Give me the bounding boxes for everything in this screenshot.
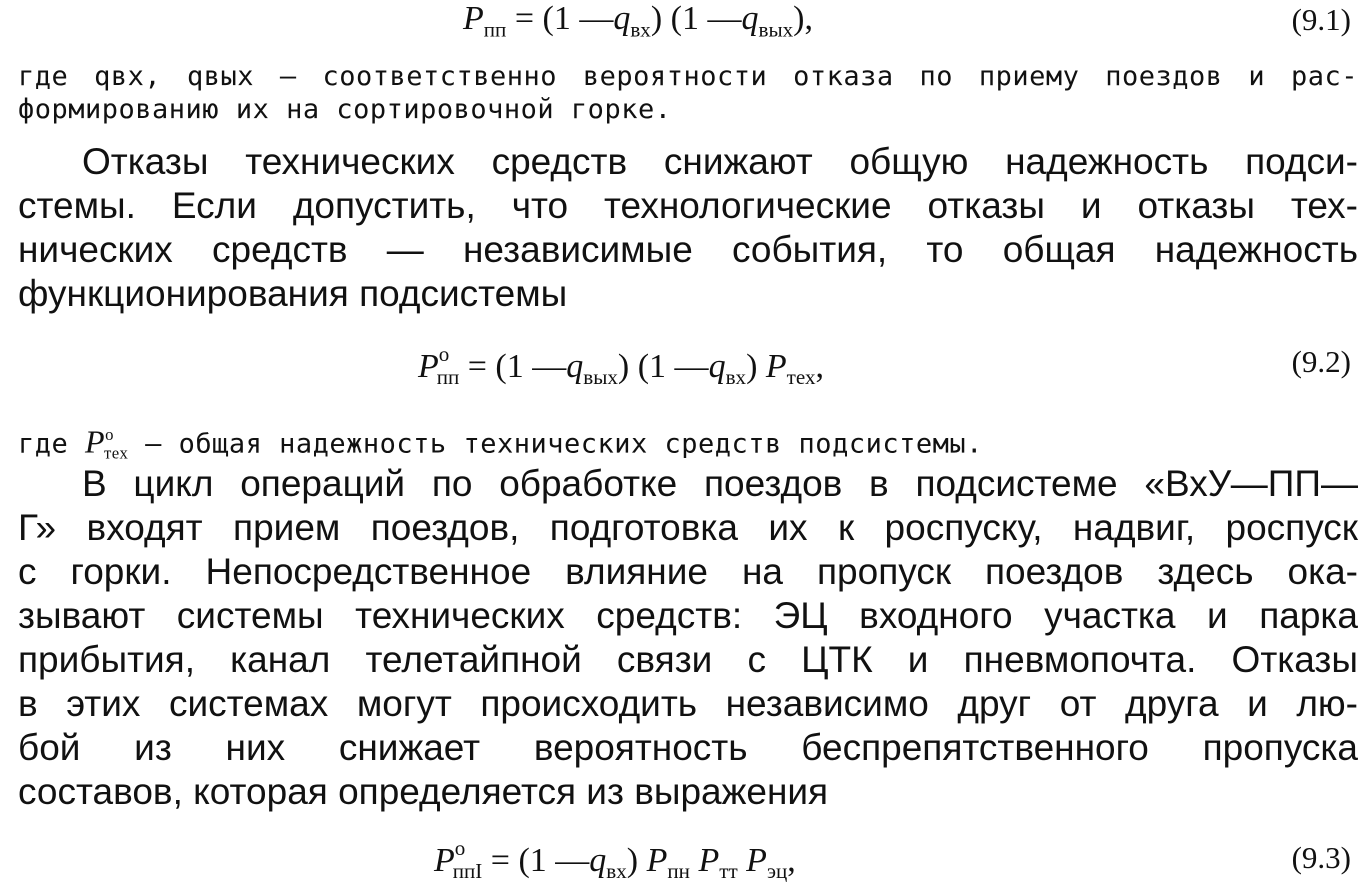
formula-9-2: $P^о_{пп} = (1$ $—q_{вых}$) (1 $—q_{вх}$) $P_{тех}$, [418,342,824,390]
equation-number-9-3: (9.3) [1291,840,1351,875]
paragraph-1-line-4: функционирования подсистемы [18,273,568,314]
paragraph-2-line-7: бой из них снижает вероятность беспрепятственного пропуска [18,727,1358,768]
where-line-2: формированию их на сортировочной горке. [18,94,672,125]
where-line-1: где qвх, qвых — соответственно вероятности отказа по приему поездов и рас- [18,61,1358,92]
paragraph-1-line-2: стемы. Если допустить, что технологические отказы и отказы тех- [18,185,1358,226]
equation-number-9-2: (9.2) [1291,344,1351,379]
where-line-3: где $P^о_{тех}$ — общая надежность технических средств подсистемы. [18,423,983,463]
paragraph-2-line-1: В цикл операций по обработке поездов в подсистеме «ВхУ—ПП— [82,463,1358,504]
paragraph-1-line-3: нических средств — независимые события, то общая надежность [18,229,1358,270]
paragraph-2-line-4: зывают системы технических средств: ЭЦ входного участка и парка [18,595,1358,636]
formula-9-3: $P^о_{ппI} = (1$ $—q_{вх}$) $P_{пн}$ $P_{тт}$ $P_{эц}$, [434,836,796,884]
paragraph-2-line-5: прибытия, канал телетайпной связи с ЦТК и пневмопочта. Отказы [18,639,1358,680]
paragraph-2-line-3: с горки. Непосредственное влияние на пропуск поездов здесь ока- [18,551,1358,592]
where-suffix: — общая надежность технических средств подсистемы. [145,428,983,460]
equation-number-9-1: (9.1) [1291,2,1351,37]
paragraph-2-line-8: составов, которая определяется из выражения [18,771,829,812]
paragraph-1-line-1: Отказы технических средств снижают общую надежность подси- [82,141,1358,182]
paragraph-2-line-2: Г» входят прием поездов, подготовка их к роспуску, надвиг, роспуск [18,507,1358,548]
paragraph-2-line-6: в этих системах могут происходить независимо друг от друга и лю- [18,683,1358,724]
formula-9-1: $P_{пп} = (1$ $—q_{вх}$) (1 $—q_{вых}$), [463,0,813,42]
where-prefix: где [18,428,69,460]
